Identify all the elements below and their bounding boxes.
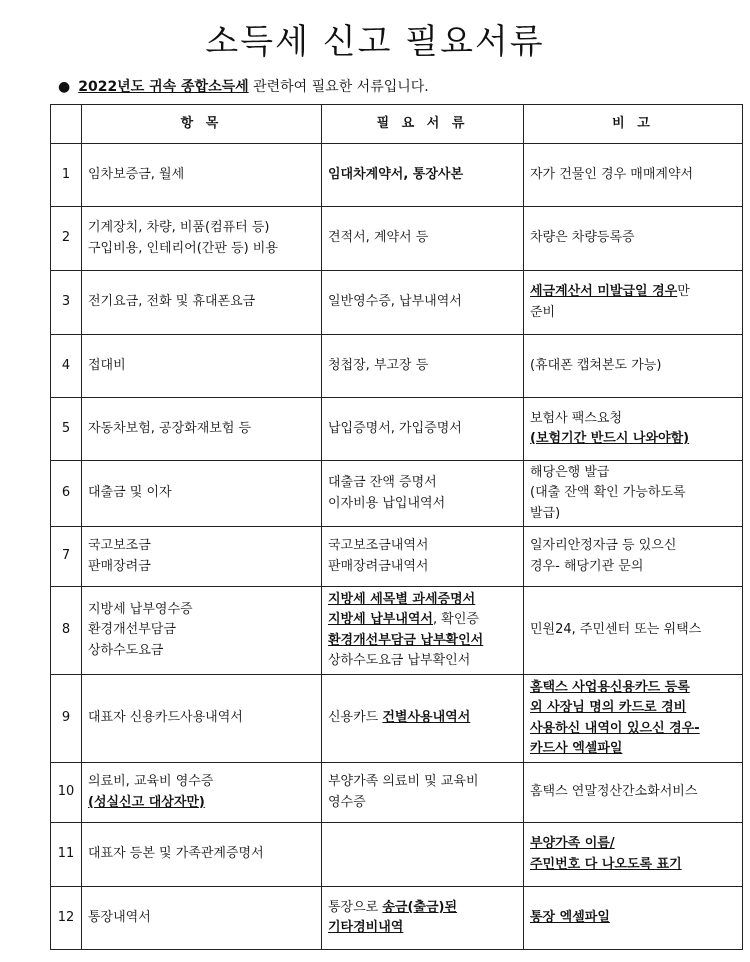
row-docs-emphasis: 지방세 세목별 과세증명서 (328, 592, 476, 608)
row-item-emphasis: (성실신고 대상자만) (88, 794, 205, 810)
row-note-line: 보험사 팩스요청 (530, 410, 623, 426)
row-note-line: 준비 (530, 304, 556, 320)
row-docs-text: 통장으로 (328, 899, 383, 915)
row-docs-line: 일반영수증, 납부내역서 (328, 294, 462, 310)
row-item-line: 접대비 (88, 357, 126, 373)
row-number: 9 (51, 675, 82, 763)
row-note-emphasis: 세금계산서 미발급일 경우 (530, 284, 678, 300)
row-docs-line: 판매장려금내역서 (328, 558, 429, 574)
row-item-line: 전기요금, 전화 및 휴대폰요금 (88, 294, 256, 310)
row-docs-emphasis: 송금(출금)된 (382, 899, 458, 915)
table-row (51, 887, 743, 950)
row-note-line: (휴대폰 캡쳐본도 가능) (530, 357, 662, 373)
row-note-text: 만 (677, 284, 690, 300)
row-docs-line: 견적서, 계약서 등 (328, 230, 429, 246)
row-note-emphasis: 카드사 엑셀파일 (530, 740, 623, 756)
intro-line (58, 76, 429, 96)
row-docs-line: 상하수도요금 납부확인서 (328, 652, 471, 668)
row-note (524, 461, 743, 527)
row-docs-line: 대출금 잔액 증명서 (328, 475, 437, 491)
row-docs (322, 823, 524, 887)
row-note-emphasis: 부양가족 이름/ (530, 836, 615, 852)
row-note-emphasis: 주민번호 다 나오도록 표기 (530, 856, 682, 872)
row-item-line: 국고보조금 (88, 538, 151, 554)
row-docs-emphasis: 환경개선부담금 납부확인서 (328, 632, 484, 648)
table-header-row (51, 105, 743, 144)
row-note (524, 144, 743, 207)
row-number: 3 (51, 271, 82, 335)
header-blank (51, 105, 82, 144)
row-note (524, 527, 743, 587)
row-docs-line: 영수증 (328, 794, 366, 810)
row-note-line: 일자리안정자금 등 있으신 (530, 538, 677, 554)
row-item-line: 구입비용, 인테리어(간판 등) 비용 (88, 240, 278, 256)
row-number: 7 (51, 527, 82, 587)
row-note (524, 823, 743, 887)
row-item (82, 887, 322, 950)
row-item-line: 통장내역서 (88, 909, 151, 925)
table-row (51, 823, 743, 887)
row-item (82, 823, 322, 887)
page-title: 소득세 신고 필요서류 (205, 22, 545, 62)
row-note-emphasis: 통장 엑셀파일 (530, 909, 610, 925)
row-docs (322, 763, 524, 823)
table-row (51, 207, 743, 271)
row-item-line: 기계장치, 차량, 비품(컴퓨터 등) (88, 220, 270, 236)
row-docs-text: 신용카드 (328, 710, 383, 726)
row-docs-line: 이자비용 납입내역서 (328, 495, 446, 511)
row-docs-emphasis: 지방세 납부내역서 (328, 612, 433, 628)
row-docs (322, 335, 524, 398)
row-docs (322, 587, 524, 675)
row-note-line: 발급) (530, 505, 561, 521)
table-row (51, 675, 743, 763)
row-docs-line: 부양가족 의료비 및 교육비 (328, 774, 479, 790)
row-docs (322, 887, 524, 950)
table-row (51, 335, 743, 398)
row-docs-line: 국고보조금내역서 (328, 538, 429, 554)
row-docs (322, 271, 524, 335)
row-number: 5 (51, 398, 82, 461)
table-row (51, 461, 743, 527)
row-item (82, 398, 322, 461)
row-note (524, 398, 743, 461)
row-note (524, 887, 743, 950)
row-number: 12 (51, 887, 82, 950)
row-note-emphasis: 사용하신 내역이 있으신 경우- (530, 720, 700, 736)
row-note-line: 해당은행 발급 (530, 465, 610, 481)
row-item-line: 판매장려금 (88, 558, 151, 574)
row-note-line: 민원24, 주민센터 또는 위택스 (530, 622, 702, 638)
row-number: 10 (51, 763, 82, 823)
row-note (524, 271, 743, 335)
row-item-line: 임차보증금, 월세 (88, 166, 185, 182)
row-note-line: 홈택스 연말정산간소화서비스 (530, 784, 698, 800)
row-item (82, 461, 322, 527)
row-item-line: 지방세 납부영수증 (88, 602, 193, 618)
row-item-line: 자동차보험, 공장화재보험 등 (88, 420, 252, 436)
row-docs (322, 144, 524, 207)
row-note-line: 차량은 차량등록증 (530, 230, 635, 246)
row-item (82, 527, 322, 587)
row-item-line: 대출금 및 이자 (88, 485, 172, 501)
table-row (51, 763, 743, 823)
row-item (82, 271, 322, 335)
row-item-line: 대표자 등본 및 가족관계증명서 (88, 846, 264, 862)
row-docs (322, 398, 524, 461)
row-note-emphasis: (보험기간 반드시 나와야함) (530, 431, 690, 446)
bullet-icon: ● (58, 79, 71, 95)
table-row (51, 271, 743, 335)
row-docs-emphasis: 기타경비내역 (328, 920, 404, 935)
row-note-emphasis: 홈택스 사업용신용카드 등록 (530, 680, 690, 696)
row-docs (322, 207, 524, 271)
documents-table (50, 104, 743, 950)
row-note-line: (대출 잔액 확인 가능하도록 (530, 485, 686, 501)
row-number: 1 (51, 144, 82, 207)
row-note (524, 675, 743, 763)
row-docs (322, 675, 524, 763)
header-note: 비 고 (524, 105, 743, 144)
header-item: 항 목 (82, 105, 322, 144)
header-docs: 필 요 서 류 (322, 105, 524, 144)
row-note-line: 경우- 해당기관 문의 (530, 558, 644, 574)
table-row (51, 527, 743, 587)
row-item-line: 상하수도요금 (88, 642, 164, 658)
table-row (51, 398, 743, 461)
row-item-line: 환경개선부담금 (88, 622, 176, 638)
row-docs-line: 청첩장, 부고장 등 (328, 357, 429, 373)
table-row (51, 144, 743, 207)
row-item (82, 763, 322, 823)
row-docs-line: 임대차계약서, 통장사본 (328, 166, 464, 182)
table-row (51, 587, 743, 675)
row-docs-emphasis: 건별사용내역서 (382, 710, 471, 726)
row-docs (322, 461, 524, 527)
row-note (524, 587, 743, 675)
intro-strong-text: 2022년도 귀속 종합소득세 (78, 79, 249, 95)
row-item (82, 675, 322, 763)
row-note-line: 자가 건물인 경우 매매계약서 (530, 166, 694, 182)
row-number: 4 (51, 335, 82, 398)
row-item (82, 207, 322, 271)
row-docs-text: , 확인증 (433, 612, 479, 628)
row-number: 6 (51, 461, 82, 527)
row-number: 2 (51, 207, 82, 271)
row-note-emphasis: 외 사장님 명의 카드로 경비 (530, 700, 687, 716)
row-item (82, 335, 322, 398)
intro-rest-text: 관련하여 필요한 서류입니다. (248, 79, 429, 95)
row-item (82, 144, 322, 207)
row-number: 8 (51, 587, 82, 675)
row-item (82, 587, 322, 675)
row-item-line: 대표자 신용카드사용내역서 (88, 710, 243, 726)
row-number: 11 (51, 823, 82, 887)
row-note (524, 335, 743, 398)
row-docs (322, 527, 524, 587)
row-note (524, 763, 743, 823)
row-docs-line: 납입증명서, 가입증명서 (328, 420, 462, 436)
row-item-line: 의료비, 교육비 영수증 (88, 774, 214, 790)
row-note (524, 207, 743, 271)
